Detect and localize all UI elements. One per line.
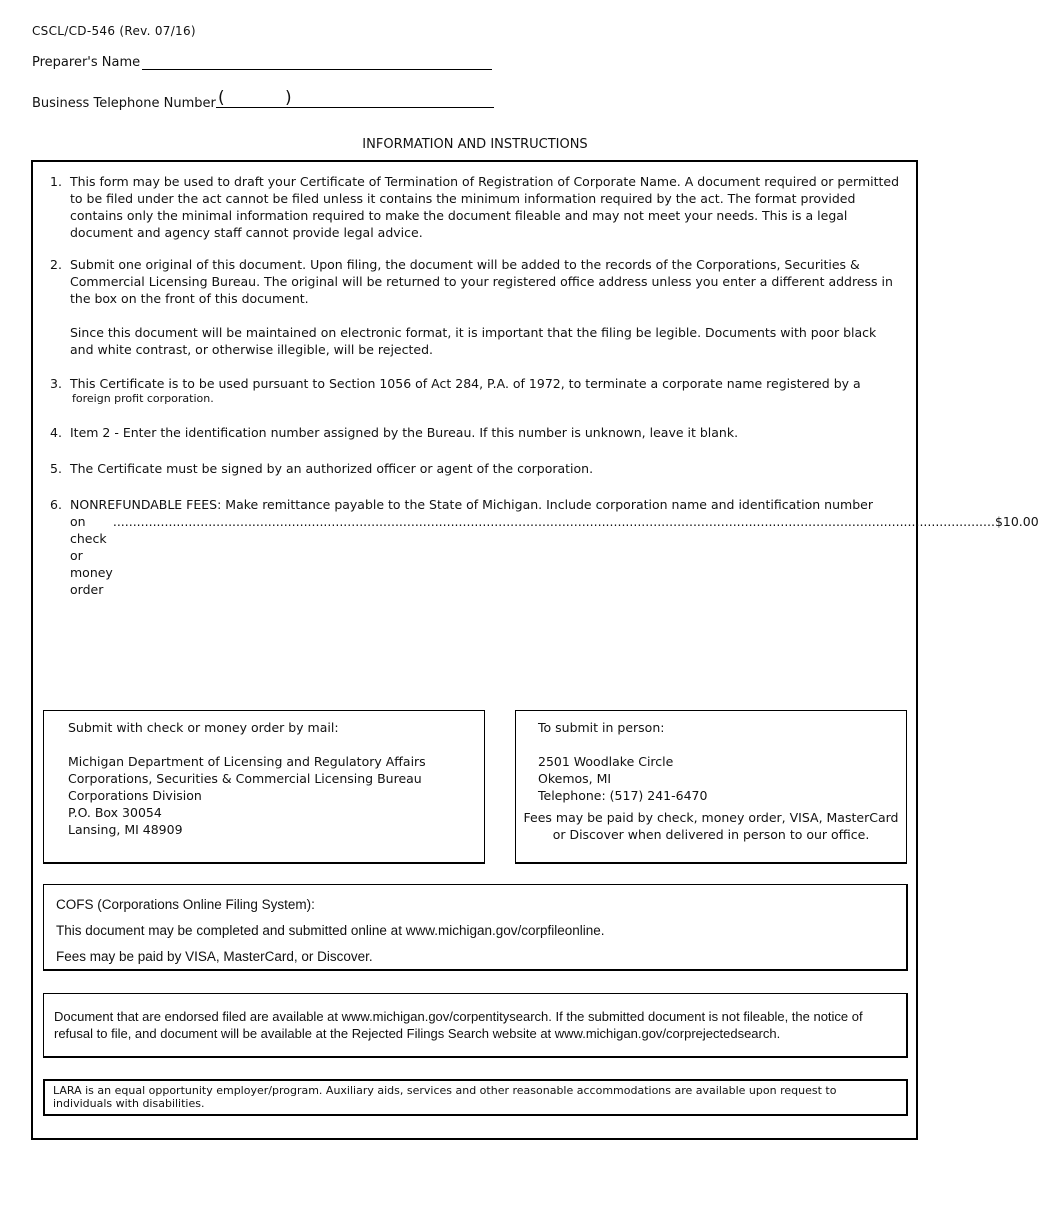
cofs-online-line: This document may be completed and submitted online at www.michigan.gov/corpfileonline. <box>56 923 605 938</box>
phone-close-paren: ) <box>285 88 292 108</box>
mail-address-line: Corporations Division <box>68 788 202 803</box>
item-text: The Certificate must be signed by an authorized officer or agent of the corporation. <box>70 461 594 476</box>
cofs-box <box>43 884 908 971</box>
mail-address-line: Lansing, MI 48909 <box>68 822 183 837</box>
mail-address-line: Corporations, Securities & Commercial Licensing Bureau <box>68 771 422 786</box>
item-text: Item 2 - Enter the identification number assigned by the Bureau. If this number is unknown, leave it blank. <box>70 425 739 440</box>
fee-leader-text: on check or money order <box>70 514 113 597</box>
fee-amount: $10.00 <box>994 514 1039 529</box>
endorsed-documents-box <box>43 993 908 1058</box>
lara-notice-box <box>43 1079 908 1116</box>
person-box-title: To submit in person: <box>538 720 665 735</box>
item-text: This Certificate is to be used pursuant to Section 1056 of Act 284, P.A. of 1972, to terminate a corporate name registered by a <box>70 376 861 391</box>
cofs-title: COFS (Corporations Online Filing System): <box>56 897 315 912</box>
item-text: Submit one original of this document. Upon filing, the document will be added to the records of the Corporations, Securities & Commercial Licensing Bureau. The original will be returned to your registered office address unless you enter a different address in the box on the front of this document. <box>70 257 893 306</box>
phone-open-paren: ( <box>218 88 225 108</box>
mail-address-line: P.O. Box 30054 <box>68 805 162 820</box>
instruction-item-3 <box>50 375 900 406</box>
section-title: INFORMATION AND INSTRUCTIONS <box>362 137 588 152</box>
item-number: 3. <box>50 376 62 391</box>
item-text: NONREFUNDABLE FEES: Make remittance payable to the State of Michigan. Include corporation name and identification number <box>70 497 873 512</box>
item-text-small: foreign profit corporation. <box>72 392 214 405</box>
endorsed-documents-text: Document that are endorsed filed are available at www.michigan.gov/corpentitysearch. If the submitted document is not fileable, the notice of refusal to file, and document will be available at the Rejected Filings Search website at www.michigan.gov/corprejectedsearch. <box>54 1009 863 1041</box>
in-person-submission-box <box>515 710 907 864</box>
dot-leader: .............................................................................................................................................................................................................................. <box>112 514 995 529</box>
person-fees-line: Fees may be paid by check, money order, VISA, MasterCard <box>523 810 899 825</box>
item-text-continued: Since this document will be maintained on electronic format, it is important that the filing be legible. Documents with poor black and white contrast, or otherwise illegible, will be rejected. <box>70 325 877 357</box>
item-number: 6. <box>50 497 62 512</box>
preparer-name-label: Preparer's Name <box>32 55 141 70</box>
mail-box-title: Submit with check or money order by mail: <box>68 720 339 735</box>
mail-submission-box <box>43 710 485 864</box>
item-number: 2. <box>50 257 62 272</box>
person-address-line: Okemos, MI <box>538 771 612 786</box>
instruction-item-1 <box>50 173 900 241</box>
person-address-line: 2501 Woodlake Circle <box>538 754 674 769</box>
phone-field[interactable] <box>216 107 494 108</box>
instruction-item-6 <box>50 496 1039 598</box>
instruction-item-5 <box>50 460 900 477</box>
person-fees-line: or Discover when delivered in person to our office. <box>552 827 870 842</box>
phone-label: Business Telephone Number <box>32 96 216 111</box>
instruction-item-2 <box>50 256 900 358</box>
item-number: 5. <box>50 461 62 476</box>
instruction-item-4 <box>50 424 900 441</box>
form-code: CSCL/CD-546 (Rev. 07/16) <box>32 24 196 38</box>
cofs-fees-line: Fees may be paid by VISA, MasterCard, or Discover. <box>56 949 373 964</box>
preparer-name-field[interactable] <box>142 69 492 70</box>
fee-leader-line <box>70 513 1039 598</box>
mail-address-line: Michigan Department of Licensing and Regulatory Affairs <box>68 754 426 769</box>
item-number: 1. <box>50 174 62 189</box>
item-text: This form may be used to draft your Certificate of Termination of Registration of Corporate Name. A document required or permitted to be filed under the act cannot be filed unless it contains the minimum information required by the act. The format provided contains only the minimal information required to make the document fileable and may not meet your needs. This is a legal document and agency staff cannot provide legal advice. <box>70 174 900 240</box>
item-number: 4. <box>50 425 62 440</box>
person-address-line: Telephone: (517) 241-6470 <box>538 788 708 803</box>
lara-notice-text: LARA is an equal opportunity employer/program. Auxiliary aids, services and other reasonable accommodations are available upon request to individuals with disabilities. <box>53 1084 837 1110</box>
